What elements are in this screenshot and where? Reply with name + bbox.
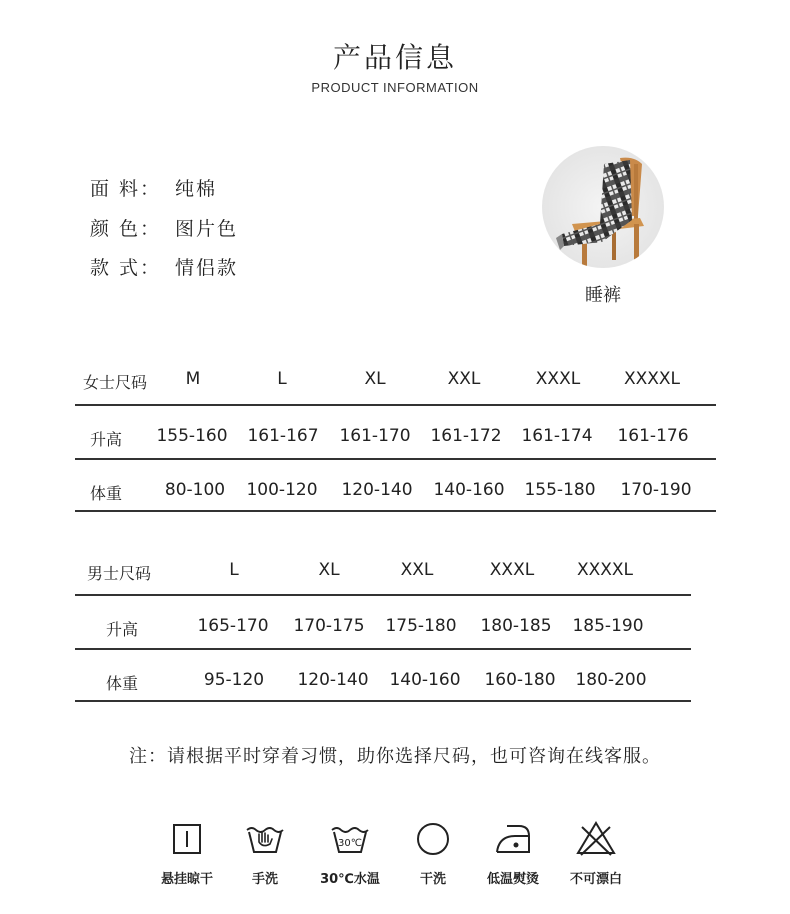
women-table-divider [75,510,716,512]
women-size-l: L [277,369,287,389]
men-table-divider [75,594,691,596]
table-cell: 170-175 [293,616,365,636]
table-cell: 140-160 [433,480,505,500]
plaid-blanket-on-chair-photo [542,146,664,268]
care-item-low-iron [468,818,558,887]
men-table-divider [75,648,691,650]
table-cell: 185-190 [572,616,644,636]
info-key: 颜 色： [90,218,162,240]
women-size-header-label: 女士尺码 [83,373,148,392]
women-size-xxl: XXL [447,369,481,389]
table-cell: 95-120 [203,670,265,690]
men-table-divider [75,700,691,702]
table-cell: 175-180 [385,616,457,636]
info-key: 款 式： [90,257,162,279]
care-item-wash-30c [305,818,395,887]
table-cell: 161-172 [430,426,502,446]
care-label: 干洗 [419,872,446,887]
dry-clean-icon [413,818,453,858]
men-weight-label: 体重 [106,674,139,693]
table-cell: 120-140 [297,670,369,690]
care-label: 低温熨烫 [486,872,539,887]
info-value: 情侣款 [175,257,239,279]
women-size-xxxxl: XXXXL [623,369,681,389]
page-title: 产品信息 [332,41,457,74]
product-caption: 睡裤 [585,285,621,306]
table-cell: 100-120 [246,480,318,500]
men-size-header-label: 男士尺码 [87,564,152,583]
men-size-xxxl: XXXL [489,560,535,580]
table-cell: 140-160 [389,670,461,690]
table-cell: 80-100 [164,480,226,500]
product-photo [542,146,664,268]
hang-dry-icon [167,818,207,858]
page-subtitle: PRODUCT INFORMATION [311,80,479,95]
women-size-m: M [185,369,201,389]
care-label: 手洗 [251,872,278,887]
men-size-l: L [229,560,239,580]
table-cell: 165-170 [197,616,269,636]
table-cell: 155-160 [156,426,228,446]
wash-30c-icon [328,818,372,858]
men-size-xxl: XXL [400,560,434,580]
table-cell: 170-190 [620,480,692,500]
size-note: 注：请根据平时穿着习惯，助你选择尺码，也可咨询在线客服。 [129,746,661,767]
no-bleach-icon [574,818,618,858]
table-cell: 120-140 [341,480,413,500]
table-cell: 180-200 [575,670,647,690]
women-size-xxxl: XXXL [535,369,581,389]
women-size-xl: XL [364,369,386,389]
women-table-divider [75,458,716,460]
table-cell: 161-176 [617,426,689,446]
table-cell: 161-174 [521,426,593,446]
info-value: 图片色 [175,218,239,240]
low-iron-icon [491,818,535,858]
women-table-divider [75,404,716,406]
table-cell: 161-167 [247,426,319,446]
women-height-label: 升高 [90,430,123,449]
info-row-fabric [90,174,217,201]
men-size-xl: XL [318,560,340,580]
care-label: 悬挂晾干 [160,872,213,887]
info-row-color [90,214,238,241]
info-row-style [90,253,238,280]
hand-wash-icon [243,818,287,858]
men-height-label: 升高 [106,620,139,639]
care-item-hand-wash [220,818,310,887]
table-cell: 160-180 [484,670,556,690]
table-cell: 155-180 [524,480,596,500]
care-item-hang-dry [142,818,232,887]
info-key: 面 料： [90,178,162,200]
info-value: 纯棉 [175,178,218,200]
care-label: 不可漂白 [569,872,622,887]
women-weight-label: 体重 [90,484,123,503]
care-item-dry-clean [388,818,478,887]
care-label: 30℃水温 [320,872,380,887]
care-item-no-bleach [551,818,641,887]
table-cell: 180-185 [480,616,552,636]
table-cell: 161-170 [339,426,411,446]
men-size-xxxxl: XXXXL [576,560,634,580]
wash-temp-text: 30℃ [338,838,362,849]
